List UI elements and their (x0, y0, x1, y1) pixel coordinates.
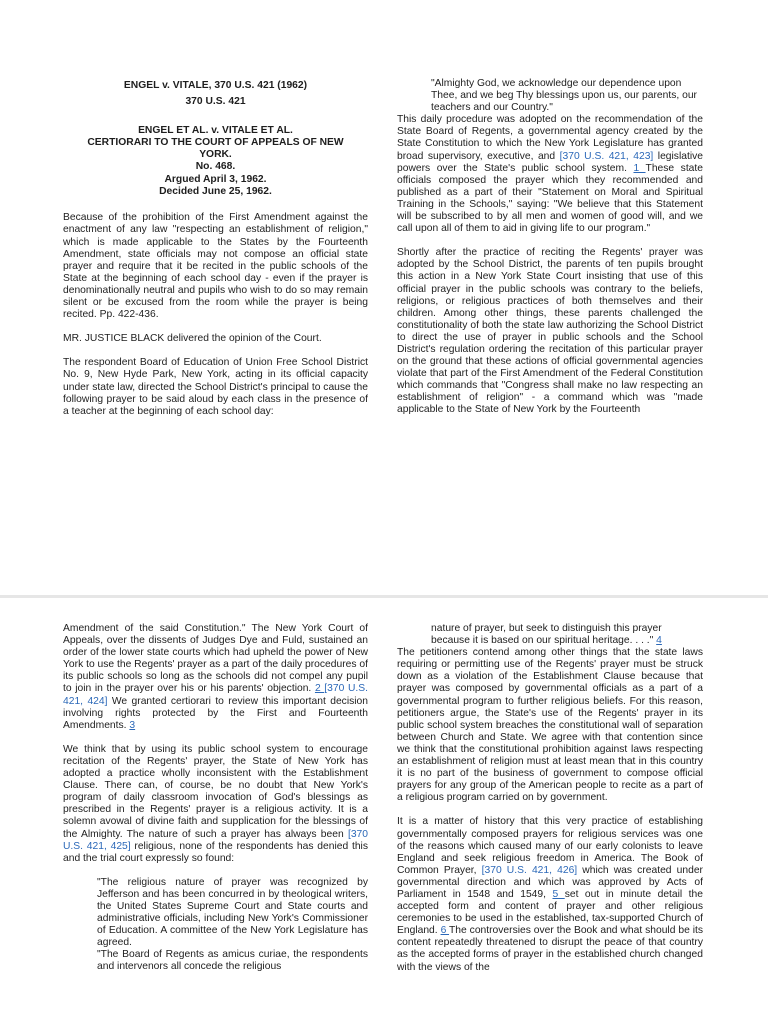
footnote-6-link[interactable]: 6 (440, 925, 450, 937)
decided-date: Decided June 25, 1962. (159, 186, 272, 198)
procedure-paragraph: This daily procedure was adopted on the recommendation of the State Board of Regents, a governmental agency created by the State Constitution to which the New York Legislature has granted broad supervisory, executive, and [370 U.S. 421, 423] legislative powers over the State's public school system. 1 These state officials composed the prayer which they recommended and published as a part of their "Statement on Moral and Spiritual Training in the Schools," saying: "We believe that this Statement will be subscribed to by all men and women of good will, and we call upon all of them to aid in giving life to our program." (397, 114, 703, 235)
footnote-4-link[interactable]: 4 (656, 635, 662, 647)
footnote-5-link[interactable]: 5 (552, 888, 565, 900)
case-title: ENGEL v. VITALE, 370 U.S. 421 (1962) (123, 80, 308, 91)
think-paragraph: We think that by using its public school system to encourage recitation of the Regents' prayer, the State of New York has adopted a practice wholly inconsistent with the Establishment Clause. There can, of course, be no doubt that New York's program of daily classroom invocation of God's blessings as prescribed in the Regents' prayer is a religious activity. It is a solemn avowal of divine faith and supplication for the blessings of the Almighty. The nature of such a prayer has always been [370 U.S. 421, 425] religious, none of the respondents has denied this and the trial court expressly so found: (63, 743, 368, 864)
prayer-quote: "Almighty God, we acknowledge our dependence upon Thee, and we beg Thy blessings upon us, our parents, our teachers and our Country." (431, 78, 697, 114)
page-2 (0, 598, 768, 1024)
citation: 370 U.S. 421 (185, 96, 246, 108)
history-paragraph: It is a matter of history that this very practice of establishing governmentally composed prayers for religious services was one of the reasons which caused many of our early colonists to leave England and seek religious freedom in America. The Book of Common Prayer, [370 U.S. 421, 426] which was created under governmental direction and which was approved by Acts of Parliament in 1548 and 1549, 5 set out in minute detail the accepted form and content of prayer and other religious ceremonies to be used in the established, tax-supported Church of England. 6 The controversies over the Book and what should be its content repeatedly threatened to disrupt the peace of that country as the accepted forms of prayer in the established church changed with the views of the (397, 816, 703, 973)
right-column (397, 78, 703, 417)
docket-number: No. 468. (195, 161, 236, 173)
page-reference-425[interactable]: [370 U.S. 421, 425] (63, 828, 368, 852)
page-reference-426[interactable]: [370 U.S. 421, 426] (481, 864, 578, 876)
jefferson-quote: "The religious nature of prayer was recognized by Jefferson and has been concurred in by theological writers, the United States Supreme Court and State courts and administrative officials, including New York's Commissioner of Education. A committee of the New York Legislature has agreed. (97, 876, 368, 949)
petitioners-paragraph: The petitioners contend among other things that the state laws requiring or permitting use of the Regents' prayer must be struck down as a violation of the Establishment Clause because that prayer was composed by governmental officials as a part of a governmental program to further religious beliefs. For this reason, petitioners argue, the State's use of the Regents' prayer in its public school system breaches the constitutional wall of separation between Church and State. We agree with that contention since we think that the constitutional prohibition against laws respecting an establishment of religion must at least mean that in this country it is no part of the business of government to compose official prayers for any group of the American people to recite as a part of a religious program carried on by government. (397, 647, 703, 804)
page-reference-424[interactable]: [370 U.S. 421, 424] (63, 683, 368, 707)
footnote-2-link[interactable]: 2 (314, 683, 325, 695)
shortly-paragraph: Shortly after the practice of reciting the Regents' prayer was adopted by the School District, the parents of ten pupils brought this action in a New York State Court insisting that use of this official prayer in the public schools was contrary to the beliefs, religions, or religious practices of both themselves and their children. Among other things, these parents challenged the constitutionality of both the state law authorizing the School District to direct the use of prayer in public schools and the School District's regulation ordering the recitation of this particular prayer on the ground that these actions of official governmental agencies violate that part of the First Amendment of the Federal Constitution which commands that "Congress shall make no law respecting an establishment of religion" - a command which was "made applicable to the State of New York by the Fourteenth (397, 247, 703, 416)
parties: ENGEL ET AL. v. VITALE ET AL. (138, 124, 293, 136)
quote-continuation: nature of prayer, but seek to distinguish this prayer because it is based on our spiritual heritage. . . ." 4 (431, 623, 662, 647)
regents-quote: "The Board of Regents as amicus curiae, the respondents and intervenors all concede the religious (97, 949, 368, 973)
left-column (63, 80, 368, 418)
right-column (397, 623, 703, 974)
case-header (63, 80, 368, 198)
respondent-paragraph: The respondent Board of Education of Union Free School District No. 9, New Hyde Park, New York, acting in its official capacity under state law, directed the School District's principal to cause the following prayer to be said aloud by each class in the presence of a teacher at the beginning of each school day: (63, 357, 368, 417)
syllabus-paragraph: Because of the prohibition of the First Amendment against the enactment of any law "respecting an establishment of religion," which is made applicable to the States by the Fourteenth Amendment, state officials may not compose an official state prayer and require that it be recited in the public schools of the State at the beginning of each school day - even if the prayer is denominationally neutral and pupils who wish to do so may remain silent or be excused from the room while the prayer is being recited. Pp. 422-436. (63, 212, 368, 321)
footnote-3-link[interactable]: 3 (129, 719, 136, 731)
page-reference-423[interactable]: [370 U.S. 421, 423] (559, 150, 654, 162)
amendment-paragraph: Amendment of the said Constitution." The New York Court of Appeals, over the dissents of Judges Dye and Fuld, sustained an order of the lower state courts which had upheld the power of New York to use the Regents' prayer as a part of the daily procedures of its public schools so long as the schools did not compel any pupil to join in the prayer over his or his parents' objection. 2 [370 U.S. 421, 424] We granted certiorari to review this important decision involving rights protected by the First and Fourteenth Amendments. 3 (63, 623, 368, 731)
argued-date: Argued April 3, 1962. (164, 173, 267, 185)
certiorari-line: CERTIORARI TO THE COURT OF APPEALS OF NEW YORK. (87, 136, 344, 161)
opinion-intro: MR. JUSTICE BLACK delivered the opinion of the Court. (63, 333, 322, 345)
footnote-1-link[interactable]: 1 (633, 162, 646, 174)
left-column (63, 623, 368, 974)
